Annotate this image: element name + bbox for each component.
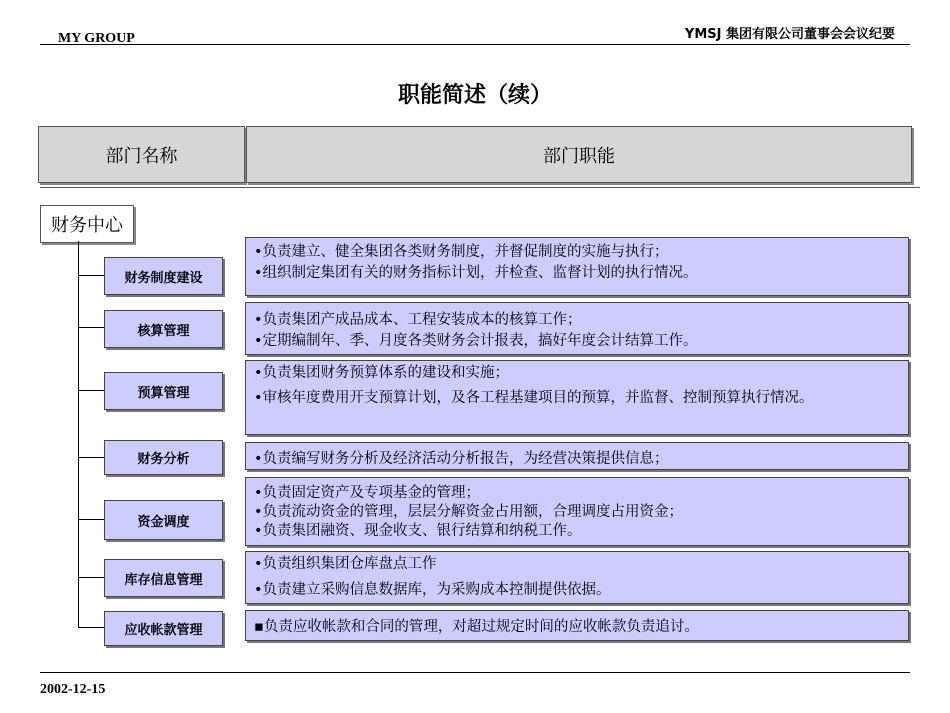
org-tree-branch xyxy=(78,457,104,458)
header-divider xyxy=(40,44,910,45)
function-line: ▪负责应收帐款和合同的管理，对超过规定时间的应收帐款负责追讨。 xyxy=(254,619,699,635)
document-title: YMSJ 集团有限公司董事会会议纪要 xyxy=(684,27,895,42)
department-box: 财务分析 xyxy=(104,440,223,475)
function-line: •负责建立、健全集团各类财务制度，并督促制度的实施与执行； xyxy=(254,244,669,260)
function-line: •审核年度费用开支预算计划，及各工程基建项目的预算，并监督、控制预算执行情况。 xyxy=(254,390,814,406)
column-header-function: 部门职能 xyxy=(246,126,912,183)
center-name-box: 财务中心 xyxy=(40,205,134,243)
org-tree-branch xyxy=(78,327,104,328)
function-line: •负责集团财务预算体系的建设和实施； xyxy=(254,365,510,381)
department-box: 库存信息管理 xyxy=(104,559,223,597)
function-description xyxy=(245,477,909,546)
function-description xyxy=(245,360,909,435)
org-tree-branch xyxy=(78,519,104,520)
org-tree-branch xyxy=(78,627,104,628)
department-box: 财务制度建设 xyxy=(104,257,223,295)
function-description xyxy=(245,442,909,470)
function-description xyxy=(245,551,909,604)
function-description xyxy=(245,237,909,296)
department-box: 应收帐款管理 xyxy=(104,611,223,646)
department-box: 资金调度 xyxy=(104,500,223,540)
footer-divider xyxy=(40,672,910,673)
brand-label: MY GROUP xyxy=(58,31,135,46)
page-title: 职能简述（续） xyxy=(397,83,552,108)
column-header-department: 部门名称 xyxy=(38,126,245,183)
function-line: •组织制定集团有关的财务指标计划，并检查、监督计划的执行情况。 xyxy=(254,265,698,281)
org-tree-branch xyxy=(78,390,104,391)
function-line: •负责建立采购信息数据库，为采购成本控制提供依据。 xyxy=(254,582,611,598)
table-header-divider xyxy=(40,187,920,188)
function-line: •负责编写财务分析及经济活动分析报告，为经营决策提供信息； xyxy=(254,451,669,467)
org-tree-branch xyxy=(78,577,104,578)
function-line: •负责流动资金的管理，层层分解资金占用额，合理调度占用资金； xyxy=(254,504,684,520)
department-box: 预算管理 xyxy=(104,372,223,410)
org-tree-branch xyxy=(78,275,104,276)
function-description xyxy=(245,302,909,355)
footer-date: 2002-12-15 xyxy=(40,682,106,697)
department-box: 核算管理 xyxy=(104,310,223,348)
function-line: •定期编制年、季、月度各类财务会计报表，搞好年度会计结算工作。 xyxy=(254,333,698,349)
org-tree-trunk xyxy=(78,241,79,628)
function-description xyxy=(245,610,909,641)
function-line: •负责组织集团仓库盘点工作 xyxy=(254,556,437,572)
function-line: •负责集团产成品成本、工程安装成本的核算工作； xyxy=(254,312,582,328)
function-line: •负责固定资产及专项基金的管理； xyxy=(254,485,481,501)
function-line: •负责集团融资、现金收支、银行结算和纳税工作。 xyxy=(254,523,582,539)
